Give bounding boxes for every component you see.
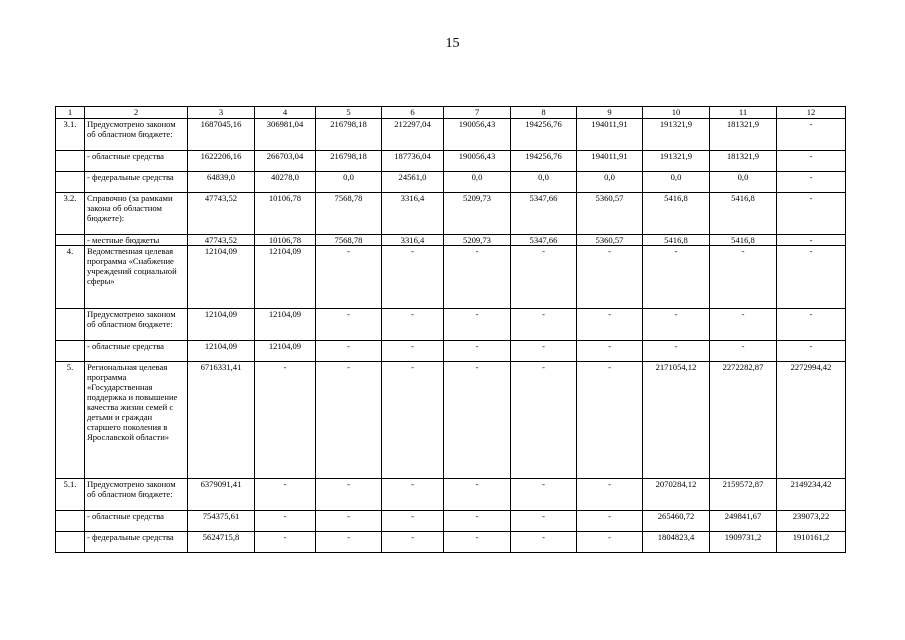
value-cell: 5416,8 xyxy=(643,235,710,246)
value-cell: 2171054,12 xyxy=(643,362,710,479)
value-cell: - xyxy=(316,341,382,362)
value-cell: 181321,9 xyxy=(710,119,777,151)
value-cell: 6716331,41 xyxy=(188,362,255,479)
value-cell: - xyxy=(255,479,316,511)
value-cell: - xyxy=(316,309,382,341)
value-cell: 5416,8 xyxy=(710,235,777,246)
value-cell: 10106,78 xyxy=(255,193,316,235)
value-cell: 2272282,87 xyxy=(710,362,777,479)
value-cell: - xyxy=(316,479,382,511)
value-cell: - xyxy=(577,362,643,479)
value-cell: 2272994,42 xyxy=(777,362,846,479)
row-name: - областные средства xyxy=(85,511,188,532)
value-cell: 5209,73 xyxy=(444,235,511,246)
header-cell: 2 xyxy=(85,107,188,119)
row-number: 5. xyxy=(56,362,85,479)
value-cell: 5624715,8 xyxy=(188,532,255,553)
value-cell: 5347,66 xyxy=(511,193,577,235)
value-cell: 1622206,16 xyxy=(188,151,255,172)
row-name: Справочно (за рамками закона об областном бюджете): xyxy=(85,193,188,235)
row-name: - областные средства xyxy=(85,151,188,172)
value-cell: 64839,0 xyxy=(188,172,255,193)
table-row xyxy=(56,309,846,341)
value-cell: 2159572,87 xyxy=(710,479,777,511)
table-row xyxy=(56,341,846,362)
table-row xyxy=(56,479,846,511)
value-cell: - xyxy=(577,309,643,341)
value-cell: 12104,09 xyxy=(255,341,316,362)
value-cell: - xyxy=(577,511,643,532)
value-cell: 5416,8 xyxy=(643,193,710,235)
value-cell: - xyxy=(382,246,444,309)
value-cell: 1909731,2 xyxy=(710,532,777,553)
value-cell: - xyxy=(255,532,316,553)
header-cell: 8 xyxy=(511,107,577,119)
value-cell: - xyxy=(444,511,511,532)
budget-table xyxy=(55,106,846,553)
value-cell: - xyxy=(255,511,316,532)
value-cell: 0,0 xyxy=(316,172,382,193)
value-cell: 0,0 xyxy=(511,172,577,193)
value-cell: - xyxy=(577,341,643,362)
value-cell: 216798,18 xyxy=(316,151,382,172)
value-cell: - xyxy=(316,532,382,553)
header-cell: 9 xyxy=(577,107,643,119)
row-number xyxy=(56,309,85,341)
table-row xyxy=(56,511,846,532)
header-cell: 11 xyxy=(710,107,777,119)
value-cell: - xyxy=(777,193,846,235)
value-cell: 47743,52 xyxy=(188,193,255,235)
row-number xyxy=(56,172,85,193)
header-cell: 4 xyxy=(255,107,316,119)
table-row xyxy=(56,362,846,479)
value-cell: 191321,9 xyxy=(643,119,710,151)
value-cell: 7568,78 xyxy=(316,235,382,246)
value-cell: - xyxy=(777,246,846,309)
row-name: Предусмотрено законом об областном бюджете: xyxy=(85,119,188,151)
value-cell: - xyxy=(511,532,577,553)
row-number: 5.1. xyxy=(56,479,85,511)
value-cell: 5360,57 xyxy=(577,235,643,246)
value-cell: - xyxy=(316,362,382,479)
value-cell: - xyxy=(511,309,577,341)
value-cell: 12104,09 xyxy=(188,309,255,341)
value-cell: - xyxy=(444,479,511,511)
header-cell: 7 xyxy=(444,107,511,119)
header-row xyxy=(56,107,846,119)
value-cell: 306981,04 xyxy=(255,119,316,151)
value-cell: 0,0 xyxy=(643,172,710,193)
value-cell: 265460,72 xyxy=(643,511,710,532)
value-cell: 3316,4 xyxy=(382,235,444,246)
row-name: Предусмотрено законом об областном бюджете: xyxy=(85,309,188,341)
value-cell: 10106,78 xyxy=(255,235,316,246)
row-name: - федеральные средства xyxy=(85,532,188,553)
value-cell: - xyxy=(444,362,511,479)
value-cell: 0,0 xyxy=(710,172,777,193)
value-cell: 181321,9 xyxy=(710,151,777,172)
value-cell: 24561,0 xyxy=(382,172,444,193)
header-cell: 3 xyxy=(188,107,255,119)
value-cell: - xyxy=(577,532,643,553)
value-cell: 6379091,41 xyxy=(188,479,255,511)
value-cell: 1910161,2 xyxy=(777,532,846,553)
value-cell: 1804823,4 xyxy=(643,532,710,553)
value-cell: - xyxy=(777,341,846,362)
value-cell: 194256,76 xyxy=(511,119,577,151)
value-cell: 1687045,16 xyxy=(188,119,255,151)
header-cell: 1 xyxy=(56,107,85,119)
value-cell: - xyxy=(382,341,444,362)
value-cell: - xyxy=(643,341,710,362)
value-cell: - xyxy=(444,309,511,341)
value-cell: - xyxy=(777,235,846,246)
value-cell: - xyxy=(444,341,511,362)
value-cell: 0,0 xyxy=(577,172,643,193)
row-number xyxy=(56,235,85,246)
value-cell: 47743,52 xyxy=(188,235,255,246)
value-cell: - xyxy=(255,362,316,479)
value-cell: - xyxy=(777,119,846,151)
row-number xyxy=(56,341,85,362)
value-cell: - xyxy=(382,479,444,511)
table-body xyxy=(56,107,846,553)
value-cell: 239073,22 xyxy=(777,511,846,532)
value-cell: 190056,43 xyxy=(444,151,511,172)
value-cell: - xyxy=(511,341,577,362)
row-number: 4. xyxy=(56,246,85,309)
value-cell: 191321,9 xyxy=(643,151,710,172)
value-cell: 194256,76 xyxy=(511,151,577,172)
value-cell: - xyxy=(577,246,643,309)
row-name: - областные средства xyxy=(85,341,188,362)
table-row xyxy=(56,246,846,309)
value-cell: - xyxy=(643,309,710,341)
row-name: - федеральные средства xyxy=(85,172,188,193)
value-cell: 0,0 xyxy=(444,172,511,193)
value-cell: 212297,04 xyxy=(382,119,444,151)
value-cell: - xyxy=(577,479,643,511)
value-cell: - xyxy=(777,309,846,341)
row-number: 3.2. xyxy=(56,193,85,235)
row-number: 3.1. xyxy=(56,119,85,151)
value-cell: 40278,0 xyxy=(255,172,316,193)
value-cell: - xyxy=(382,309,444,341)
header-cell: 12 xyxy=(777,107,846,119)
value-cell: 5416,8 xyxy=(710,193,777,235)
value-cell: 5347,66 xyxy=(511,235,577,246)
row-name: - местные бюджеты xyxy=(85,235,188,246)
value-cell: - xyxy=(710,309,777,341)
row-number xyxy=(56,532,85,553)
value-cell: - xyxy=(710,341,777,362)
value-cell: - xyxy=(511,479,577,511)
value-cell: - xyxy=(777,172,846,193)
value-cell: - xyxy=(382,362,444,479)
value-cell: 7568,78 xyxy=(316,193,382,235)
value-cell: 12104,09 xyxy=(255,309,316,341)
header-cell: 6 xyxy=(382,107,444,119)
table-row xyxy=(56,151,846,172)
value-cell: 194011,91 xyxy=(577,119,643,151)
value-cell: 12104,09 xyxy=(188,341,255,362)
header-cell: 10 xyxy=(643,107,710,119)
value-cell: 2149234,42 xyxy=(777,479,846,511)
value-cell: 5360,57 xyxy=(577,193,643,235)
value-cell: 187736,04 xyxy=(382,151,444,172)
value-cell: 216798,18 xyxy=(316,119,382,151)
value-cell: 12104,09 xyxy=(255,246,316,309)
table-row xyxy=(56,235,846,246)
value-cell: - xyxy=(710,246,777,309)
header-cell: 5 xyxy=(316,107,382,119)
page-number: 15 xyxy=(445,36,460,51)
value-cell: 249841,67 xyxy=(710,511,777,532)
value-cell: - xyxy=(511,511,577,532)
value-cell: - xyxy=(777,151,846,172)
value-cell: 5209,73 xyxy=(444,193,511,235)
table-row xyxy=(56,532,846,553)
value-cell: - xyxy=(444,532,511,553)
value-cell: - xyxy=(316,246,382,309)
row-name: Предусмотрено законом об областном бюджете: xyxy=(85,479,188,511)
row-number xyxy=(56,511,85,532)
row-name: Региональная целевая программа «Государственная поддержка и повышение качества жизни семей с детьми и граждан старшего поколения в Ярославской области» xyxy=(85,362,188,479)
row-number xyxy=(56,151,85,172)
table-row xyxy=(56,193,846,235)
value-cell: - xyxy=(382,532,444,553)
value-cell: 12104,09 xyxy=(188,246,255,309)
value-cell: 3316,4 xyxy=(382,193,444,235)
value-cell: 194011,91 xyxy=(577,151,643,172)
value-cell: - xyxy=(382,511,444,532)
value-cell: - xyxy=(511,246,577,309)
value-cell: 266703,04 xyxy=(255,151,316,172)
value-cell: - xyxy=(643,246,710,309)
value-cell: 2070284,12 xyxy=(643,479,710,511)
row-name: Ведомственная целевая программа «Снабжение учреждений социальной сферы» xyxy=(85,246,188,309)
table-row xyxy=(56,119,846,151)
table-row xyxy=(56,172,846,193)
value-cell: 190056,43 xyxy=(444,119,511,151)
value-cell: - xyxy=(444,246,511,309)
value-cell: - xyxy=(511,362,577,479)
value-cell: - xyxy=(316,511,382,532)
value-cell: 754375,61 xyxy=(188,511,255,532)
